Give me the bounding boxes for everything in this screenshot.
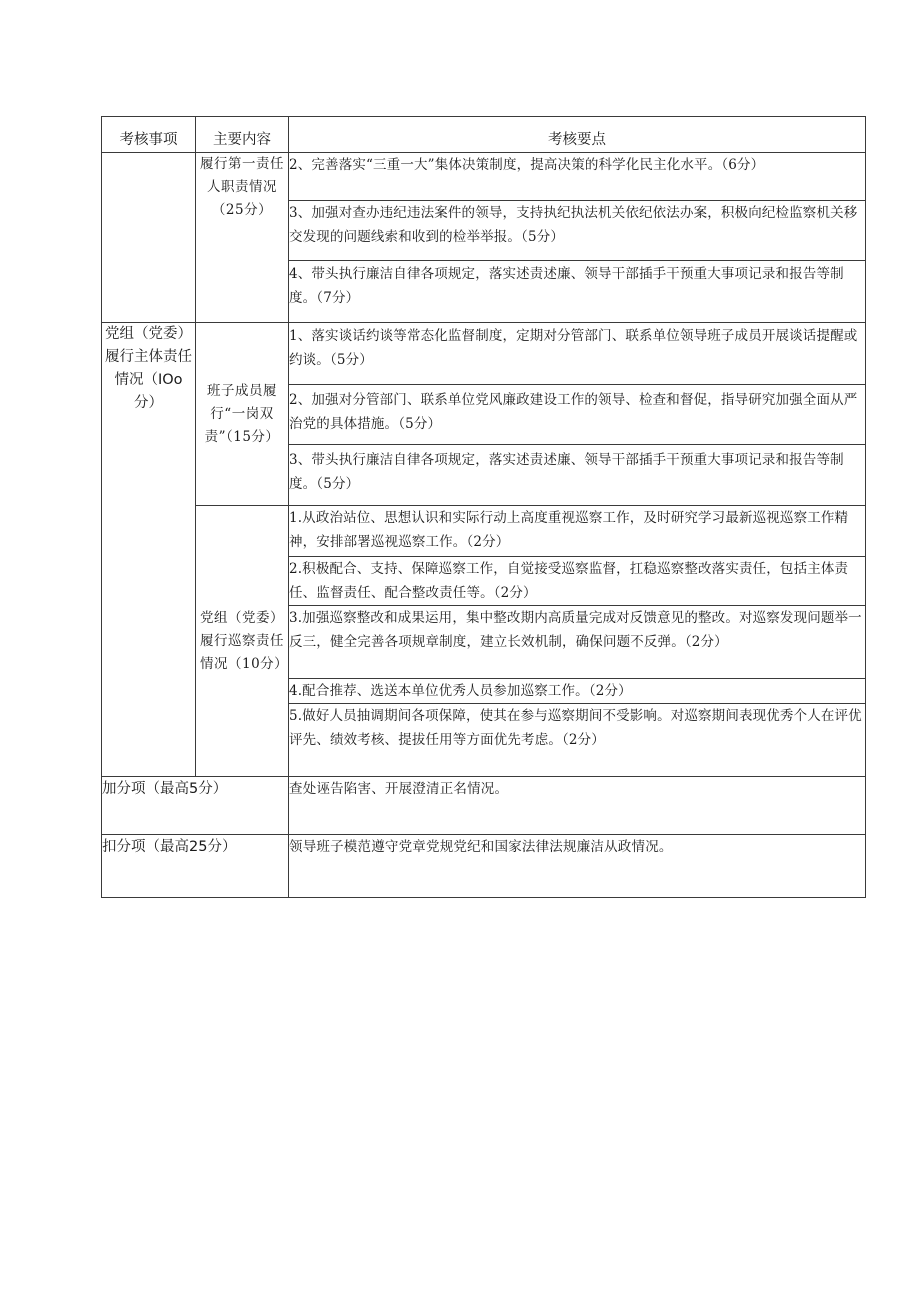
deduction-row <box>102 835 866 898</box>
bonus-row <box>102 777 866 835</box>
header-main-content: 主要内容 <box>196 117 289 153</box>
key-point: 5.做好人员抽调期间各项保障，使其在参与巡察期间不受影响。对巡察期间表现优秀个人在评优评先、绩效考核、提拔任用等方面优先考虑。（2分） <box>289 704 866 777</box>
key-point: 1、落实谈话约谈等常态化监督制度，定期对分管部门、联系单位领导班子成员开展谈话提醒或约谈。（5分） <box>289 323 866 385</box>
key-point: 2、加强对分管部门、联系单位党风廉政建设工作的领导、检查和督促，指导研究加强全面从严治党的具体措施。（5分） <box>289 385 866 445</box>
category-main-responsibility: 党组（党委）履行主体责任情况（IOo分） <box>102 323 196 777</box>
assessment-table <box>101 116 866 898</box>
key-point: 4.配合推荐、选送本单位优秀人员参加巡察工作。（2分） <box>289 679 866 704</box>
category-cell-empty <box>102 153 196 323</box>
table-row <box>102 323 866 385</box>
key-point: 2.积极配合、支持、保障巡察工作，自觉接受巡察监督，扛稳巡察整改落实责任，包括主体责任、监督责任、配合整改责任等。（2分） <box>289 557 866 606</box>
deduction-text: 领导班子模范遵守党章党规党纪和国家法律法规廉洁从政情况。 <box>289 835 866 898</box>
key-point: 4、带头执行廉洁自律各项规定，落实述责述廉、领导干部插手干预重大事项记录和报告等制度。（7分） <box>289 261 866 323</box>
subitem-first-responsibility: 履行第一责任人职责情况（25分） <box>196 153 289 323</box>
bonus-label: 加分项（最高5分） <box>102 777 289 835</box>
key-point: 2、完善落实“三重一大”集体决策制度，提高决策的科学化民主化水平。（6分） <box>289 153 866 201</box>
bonus-text: 查处诬告陷害、开展澄清正名情况。 <box>289 777 866 835</box>
header-assessment-item: 考核事项 <box>102 117 196 153</box>
table-row <box>102 506 866 557</box>
header-row <box>102 117 866 153</box>
deduction-label: 扣分项（最高25分） <box>102 835 289 898</box>
subitem-one-post-two-duties: 班子成员履行“一岗双责”（15分） <box>196 323 289 506</box>
key-point: 1.从政治站位、思想认识和实际行动上高度重视巡察工作，及时研究学习最新巡视巡察工作精神，安排部署巡视巡察工作。（2分） <box>289 506 866 557</box>
header-key-points: 考核要点 <box>289 117 866 153</box>
key-point: 3、加强对查办违纪违法案件的领导，支持执纪执法机关依纪依法办案，积极向纪检监察机关移交发现的问题线索和收到的检举举报。（5分） <box>289 201 866 261</box>
table-row <box>102 153 866 201</box>
subitem-inspection-responsibility: 党组（党委）履行巡察责任情况（10分） <box>196 506 289 777</box>
key-point: 3.加强巡察整改和成果运用，集中整改期内高质量完成对反馈意见的整改。对巡察发现问题举一反三，健全完善各项规章制度，建立长效机制，确保问题不反弹。（2分） <box>289 606 866 679</box>
key-point: 3、带头执行廉洁自律各项规定，落实述责述廉、领导干部插手干预重大事项记录和报告等制度。（5分） <box>289 445 866 506</box>
